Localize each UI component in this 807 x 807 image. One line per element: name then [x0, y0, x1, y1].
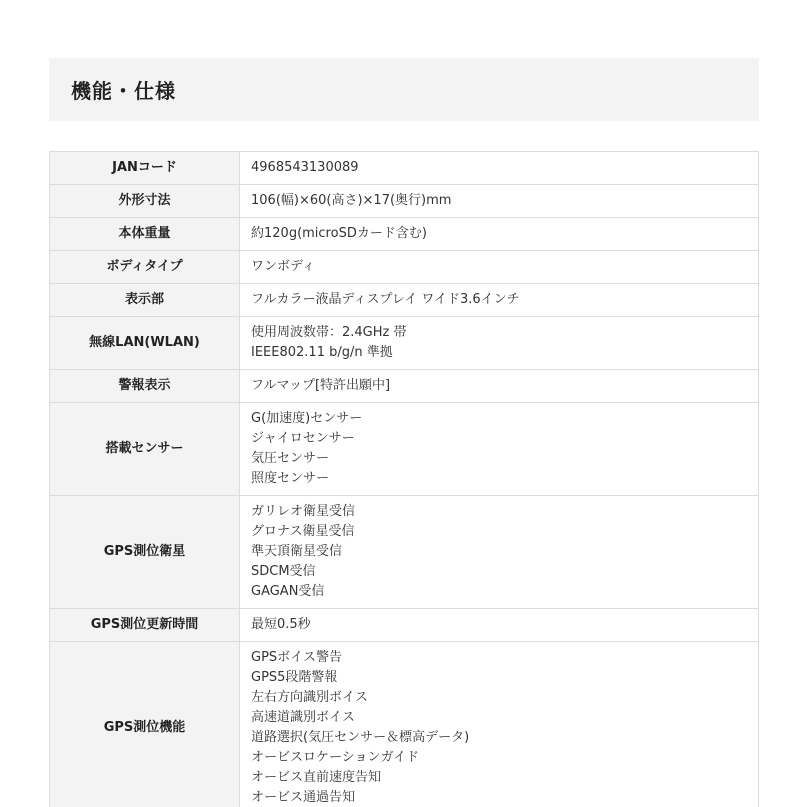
spec-label: 外形寸法 [50, 185, 240, 218]
spec-value [240, 370, 759, 403]
spec-label: JANコード [50, 152, 240, 185]
spec-value-line: GPSボイス警告 [251, 650, 343, 665]
spec-value-line: 気圧センサー [251, 451, 330, 466]
spec-value [240, 317, 759, 370]
section-title: 機能・仕様 [71, 79, 176, 103]
spec-value-line: ガリレオ衛星受信 [251, 504, 356, 519]
spec-label: GPS測位更新時間 [50, 609, 240, 642]
spec-value-line: GPS5段階警報 [251, 670, 338, 685]
spec-value-line: オービス通過告知 [251, 790, 356, 805]
spec-value-line: IEEE802.11 b/g/n 準拠 [251, 345, 393, 360]
spec-value-line: オービスロケーションガイド [251, 750, 420, 765]
spec-row [50, 403, 759, 496]
spec-value-line: フルカラー液晶ディスプレイ ワイド3.6インチ [251, 292, 520, 307]
spec-value-line: ジャイロセンサー [251, 431, 355, 446]
spec-value-line: 左右方向識別ボイス [251, 690, 368, 705]
spec-value-line: 使用周波数帯：2.4GHz 帯 [251, 325, 407, 340]
spec-value-line: 準天頂衛星受信 [251, 544, 343, 559]
spec-row [50, 317, 759, 370]
spec-label: 表示部 [50, 284, 240, 317]
spec-label: 警報表示 [50, 370, 240, 403]
spec-value-line: 高速道識別ボイス [251, 710, 355, 725]
spec-table [49, 151, 759, 807]
spec-label: GPS測位機能 [50, 642, 240, 807]
spec-value [240, 251, 759, 284]
spec-table-body [50, 152, 759, 807]
spec-row [50, 284, 759, 317]
spec-label: 搭載センサー [50, 403, 240, 496]
spec-value-line: 4968543130089 [251, 160, 359, 175]
spec-row [50, 218, 759, 251]
spec-label: ボディタイプ [50, 251, 240, 284]
spec-value [240, 403, 759, 496]
spec-value-line: GAGAN受信 [251, 584, 325, 599]
spec-value-line: ワンボディ [251, 259, 315, 274]
spec-label: 本体重量 [50, 218, 240, 251]
spec-value [240, 185, 759, 218]
spec-value-line: オービス直前速度告知 [251, 770, 382, 785]
section-header [49, 58, 759, 121]
spec-value [240, 642, 759, 807]
spec-value-line: 道路選択(気圧センサー＆標高データ) [251, 730, 470, 745]
spec-value [240, 609, 759, 642]
spec-row [50, 370, 759, 403]
spec-row [50, 642, 759, 807]
spec-value-line: フルマップ[特許出願中] [251, 378, 391, 393]
spec-value-line: G(加速度)センサー [251, 411, 363, 426]
spec-value [240, 218, 759, 251]
spec-value-line: 照度センサー [251, 471, 330, 486]
spec-value [240, 284, 759, 317]
spec-value [240, 496, 759, 609]
spec-value-line: 最短0.5秒 [251, 617, 311, 632]
spec-row [50, 251, 759, 284]
spec-value-line: SDCM受信 [251, 564, 316, 579]
spec-value-line: 約120g(microSDカード含む) [251, 226, 427, 241]
spec-row [50, 496, 759, 609]
spec-value-line: 106(幅)×60(高さ)×17(奥行)mm [251, 193, 452, 208]
spec-row [50, 609, 759, 642]
spec-value-line: グロナス衛星受信 [251, 524, 355, 539]
spec-row [50, 185, 759, 218]
spec-row [50, 152, 759, 185]
spec-value [240, 152, 759, 185]
spec-label: 無線LAN(WLAN) [50, 317, 240, 370]
spec-label: GPS測位衛星 [50, 496, 240, 609]
